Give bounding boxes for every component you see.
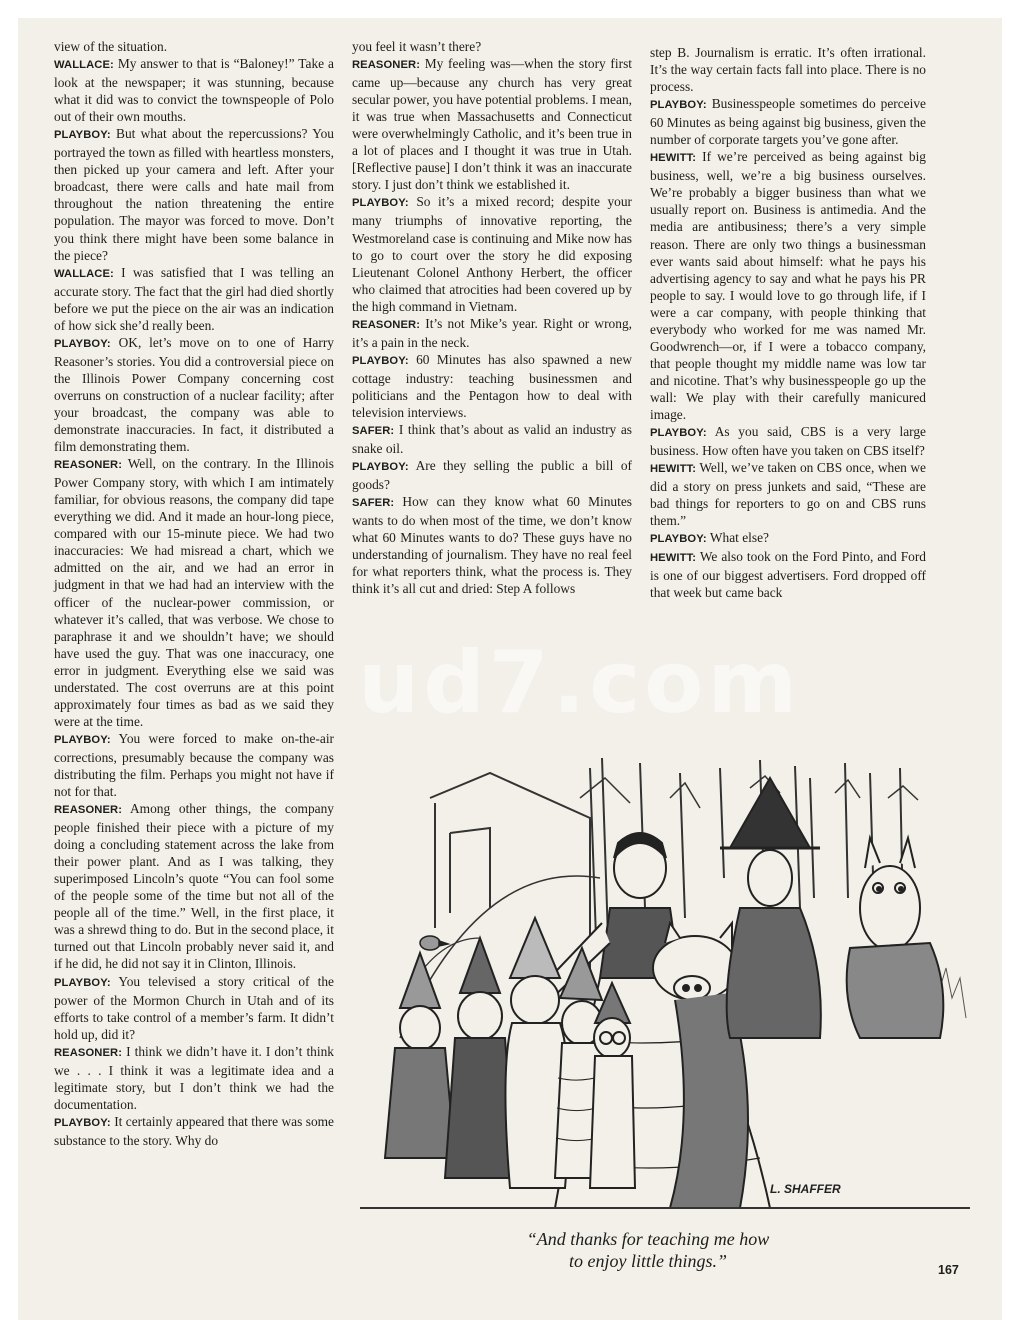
paragraph-text: But what about the repercussions? You portrayed the town as filled with heartless monsters, then picked up your camera and left. After your broadcast, there were calls and hate mail from throughout the nation threatening the entire population. The mayor was forced to move. Don’t you think there might have been some balance in the piece? [54,126,334,263]
paragraph-text: view of the situation. [54,39,168,54]
speaker-label: REASONER: [352,59,421,72]
speaker-label: REASONER: [54,459,123,472]
paragraph-text: We also took on the Ford Pinto, and Ford is one of our biggest advertisers. Ford dropped off that week but came back [650,549,926,601]
bird-figure [420,936,448,950]
interview-paragraph [54,1113,334,1149]
caption-line-2: to enjoy little things.” [569,1251,727,1271]
interview-paragraph [352,193,632,314]
paragraph-text: It’s not Mike’s year. Right or wrong, it’s a pain in the neck. [352,315,632,350]
paragraph-text: As you said, CBS is a very large business. How often have you taken on CBS itself? [650,424,926,459]
paragraph-text: What else? [709,530,769,546]
interview-paragraph [352,315,632,351]
paragraph-text: It certainly appeared that there was some substance to the story. Why do [54,1113,334,1148]
interview-paragraph [352,421,632,457]
paragraph-text: OK, let’s move on to one of Harry Reasoner’s stories. You did a controversial piece on the Illinois Power Company concerning cost overruns on construction of a nuclear facility; after your broadcast, the company was able to demonstrate inaccuracies. In fact, it distributed a film demonstrating them. [54,334,334,455]
paragraph-text: I think we didn’t have it. I don’t think we . . . I think it was a legitimate idea and a legitimate story, but I don’t think we had the documentation. [54,1043,334,1112]
speaker-label: PLAYBOY: [650,427,707,440]
paragraph-text: 60 Minutes has also spawned a new cottage industry: teaching businessmen and politicians and the Pentagon how to deal with television interviews. [352,351,632,420]
cartoon-illustration [340,738,978,1238]
speaker-label: PLAYBOY: [650,99,707,112]
speaker-label: SAFER: [352,425,395,438]
paragraph-text: Well, on the contrary. In the Illinois Power Company story, with which I am intimately familiar, for obvious reasons, the company did tape everything we did. And it made an hour-long piece, compared with our 15-minute piece. We had two inaccuracies: We had misread a chart, which we admitted on the air, and we had an error in judgment in that we had had an interview with the officer of the nuclear-power commission, or whatever it’s called, that was verbose. We chose to paraphrase it and we shouldn’t have; we should have used the guy. That was one inaccuracy, one error in judgment. Everything else we said was understated. The cost overruns are at this point approximately four times as bad as we said they were at the time. [54,456,334,729]
cartoon-caption [438,1228,858,1272]
interview-paragraph [54,730,334,800]
speaker-label: SAFER: [352,497,395,510]
interview-paragraph [54,38,334,55]
interview-paragraph [54,800,334,972]
interview-paragraph [54,973,334,1043]
paragraph-text: Well, we’ve taken on CBS once, when we did a story on press junkets and said, “These are bad things for reporters to go on and CBS runs them.” [650,460,927,529]
speaker-label: PLAYBOY: [352,354,409,367]
speaker-label: PLAYBOY: [352,197,409,210]
paragraph-text: step B. Journalism is erratic. It’s often irrational. It’s the way certain facts fall into place. There is no process. [650,45,926,95]
interview-paragraph [54,455,334,730]
paragraph-text: You televised a story critical of the power of the Mormon Church in Utah and of its efforts to take control of a member’s farm. It didn’t hold up, did it? [54,973,334,1042]
speaker-label: REASONER: [54,1046,123,1059]
interview-paragraph [352,38,632,55]
interview-paragraph [352,351,632,421]
speaker-label: REASONER: [54,804,123,817]
interview-paragraph [650,44,926,95]
interview-paragraph [54,264,334,334]
paragraph-text: I was satisfied that I was telling an accurate story. The fact that the girl had died shortly before we put the piece on the air was an indication of how sick she’d really been. [54,264,334,333]
watermark: ud7.com [358,633,801,733]
interview-paragraph [650,529,926,548]
cartoonist-signature: L. SHAFFER [770,1182,841,1196]
paragraph-text: So it’s a mixed record; despite your many triumphs of innovative reporting, the Westmoreland case is continuing and Mike now has to go to court over the story he did exposing Lieutenant Colonel Anthony Herbert, the officer who claimed that atrocities had been covered up by the high command in Vietnam. [352,194,632,314]
speaker-label: PLAYBOY: [54,1116,111,1129]
text-column-1 [54,38,334,1149]
interview-paragraph [54,1043,334,1113]
paragraph-text: Businesspeople sometimes do perceive 60 Minutes as being against big business, given the number of corporate targets you’ve gone after. [650,96,926,148]
interview-paragraph [650,459,926,529]
dwarf-group [385,918,635,1188]
speaker-label: HEWITT: [650,463,697,476]
paragraph-text: If we’re perceived as being against big business, well, we’re a big business ourselves. We’re probably a bigger business than what we usually report on. Business is antimedia. And the media are antibusiness; there’s a very simple reason. There are only two things a businessman ever wants said about himself: what he pays his advertising agency to say and what he pays his PR people to say. I would love to go through life, if I were a car company, with people thinking that everybody who worked for me was named Mr. Goodwrench—or, if I were a tobacco company, that people thought my middle name was low tar and nicotine. That’s why businesspeople go up the wall: We play with their carefully manicured image. [650,149,926,422]
speaker-label: PLAYBOY: [54,129,111,142]
paragraph-text: My feeling was—when the story first came up—because any church has very great secular power, you have potential problems. I mean, it was true when Massachusetts and Connecticut were overwhelmingly Catholic, and it’s been true in a lot of places and I thought it was true in Utah. [Reflective pause] I don’t think it was an inaccurate story. I just don’t think we established it. [352,56,632,193]
page-number: 167 [938,1263,959,1277]
witch-figure [720,778,821,1038]
speaker-label: PLAYBOY: [650,533,707,546]
paragraph-text: I think that’s about as valid an industry as snake oil. [352,422,632,457]
paragraph-text: Among other things, the company people finished their piece with a picture of my doing a concluding statement across the lake from their power plant. And as I was talking, they superimposed Lincoln’s quote “You can fool some of the people some of the time but not all of the people all of the time.” Well, in the first place, it was a shrewd thing to do. But in the second place, it turned out that Lincoln probably never said it, and if he did, he did not say it in Clinton, Illinois. [54,801,335,972]
speaker-label: PLAYBOY: [352,461,409,474]
speaker-label: WALLACE: [54,59,114,72]
paragraph-text: Are they selling the public a bill of goods? [352,458,632,493]
interview-paragraph [650,423,926,459]
speaker-label: HEWITT: [650,552,697,565]
speaker-label: WALLACE: [54,267,114,280]
caption-line-1: “And thanks for teaching me how [526,1229,770,1249]
speaker-label: PLAYBOY: [54,337,111,350]
speaker-label: PLAYBOY: [54,733,111,746]
interview-paragraph [650,95,926,148]
interview-paragraph [54,125,334,263]
speaker-label: PLAYBOY: [54,976,111,989]
interview-paragraph [54,334,334,455]
speaker-label: HEWITT: [650,152,697,165]
horse-figure [847,838,944,1038]
interview-paragraph [352,457,632,493]
speaker-label: REASONER: [352,318,421,331]
magazine-page [18,18,1002,1320]
interview-paragraph [650,548,926,601]
interview-paragraph [352,493,632,597]
text-column-2 [352,38,632,598]
paragraph-text: You were forced to make on-the-air corrections, presumably because the company was distributing the film. Perhaps you might not have if not for that. [54,730,335,800]
text-column-3 [650,44,926,602]
paragraph-text: you feel it wasn’t there? [352,39,482,54]
interview-paragraph [650,148,926,423]
paragraph-text: My answer to that is “Baloney!” Take a look at the newspaper; it was stunning, because what it did was to convict the townspeople of Polo out of their own mouths. [54,56,334,125]
interview-paragraph [54,55,334,125]
interview-paragraph [352,55,632,193]
paragraph-text: How can they know what 60 Minutes wants to do when most of the time, we don’t know what 60 Minutes wants to do? These guys have no understanding of journalism. They have no real feel for what reporters think, what the process is. They think it’s all cut and dried: Step A follows [352,494,633,597]
